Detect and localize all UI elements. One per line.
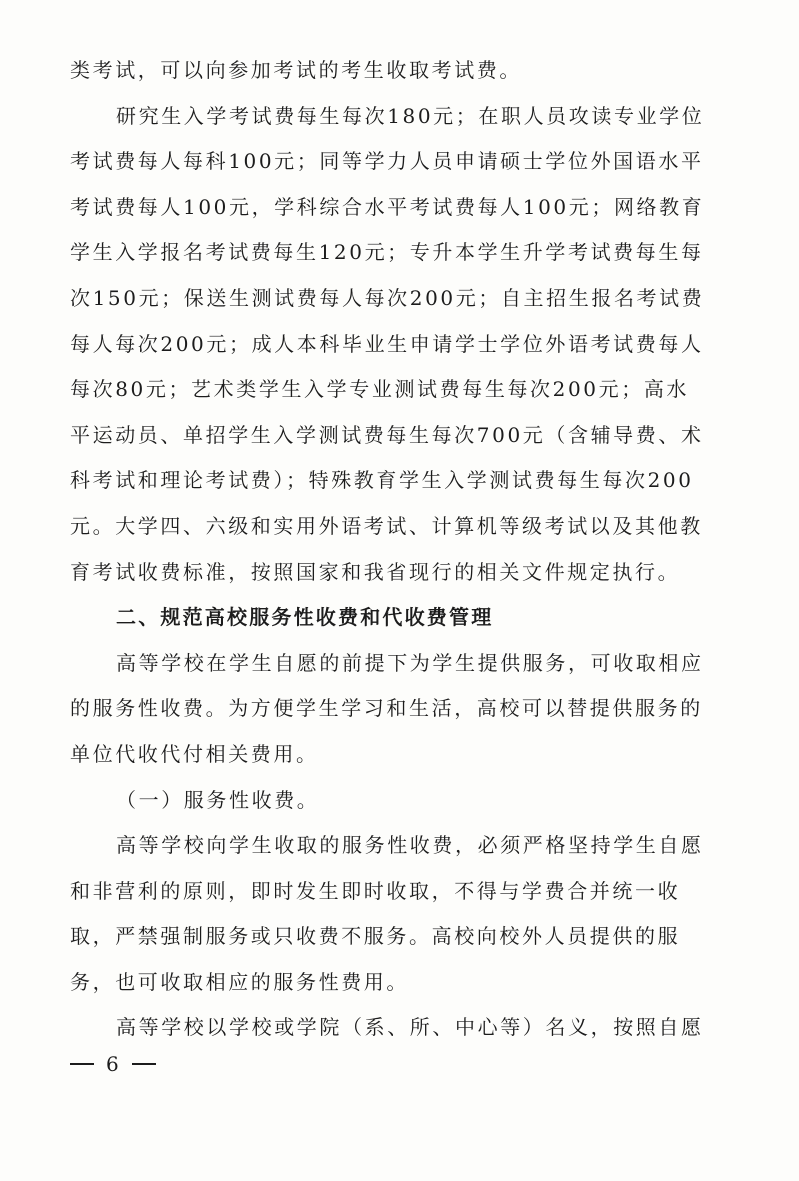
text-line: 平运动员、单招学生入学测试费每生每次700元（含辅导费、术 bbox=[70, 422, 704, 447]
right-dash bbox=[132, 1063, 156, 1065]
paragraph-start-line: 研究生入学考试费每生每次180元；在职人员攻读专业学位 bbox=[116, 103, 705, 128]
page-number: 6 bbox=[106, 1052, 120, 1076]
document-body bbox=[70, 48, 742, 1051]
text-line: 科考试和理论考试费）；特殊教育学生入学测试费每生每次200 bbox=[70, 468, 694, 493]
page-footer bbox=[70, 1052, 156, 1076]
paragraph-start-line: 高等学校向学生收取的服务性收费，必须严格坚持学生自愿 bbox=[116, 833, 704, 858]
text-line: 考试费每人每科100元；同等学力人员申请硕士学位外国语水平 bbox=[70, 149, 704, 174]
text-line: 取，严禁强制服务或只收费不服务。高校向校外人员提供的服 bbox=[70, 924, 681, 949]
text-line: 的服务性收费。为方便学生学习和生活，高校可以替提供服务的 bbox=[70, 696, 703, 721]
section-heading: 二、规范高校服务性收费和代收费管理 bbox=[116, 605, 494, 630]
subsection-heading: （一）服务性收费。 bbox=[116, 787, 320, 812]
text-line: 每次80元；艺术类学生入学专业测试费每生每次200元；高水 bbox=[70, 377, 690, 402]
text-line: 元。大学四、六级和实用外语考试、计算机等级考试以及其他教 bbox=[70, 513, 703, 538]
text-line: 务，也可收取相应的服务性费用。 bbox=[70, 969, 409, 994]
text-line: 育考试收费标准，按照国家和我省现行的相关文件规定执行。 bbox=[70, 559, 681, 584]
paragraph-start-line: 高等学校以学校或学院（系、所、中心等）名义，按照自愿 bbox=[116, 1015, 704, 1040]
text-line: 考试费每人100元，学科综合水平考试费每人100元；网络教育 bbox=[70, 194, 705, 219]
text-line: 次150元；保送生测试费每人每次200元；自主招生报名考试费 bbox=[70, 285, 705, 310]
paragraph-start-line: 高等学校在学生自愿的前提下为学生提供服务，可收取相应 bbox=[116, 650, 704, 675]
text-line: 类考试，可以向参加考试的考生收取考试费。 bbox=[70, 58, 522, 82]
text-line: 单位代收代付相关费用。 bbox=[70, 741, 319, 766]
text-line: 和非营利的原则，即时发生即时收取，不得与学费合并统一收 bbox=[70, 878, 681, 903]
text-line: 每人每次200元；成人本科毕业生申请学士学位外语考试费每人 bbox=[70, 331, 704, 356]
left-dash bbox=[70, 1063, 94, 1065]
text-line: 学生入学报名考试费每生120元；专升本学生升学考试费每生每 bbox=[70, 240, 704, 265]
